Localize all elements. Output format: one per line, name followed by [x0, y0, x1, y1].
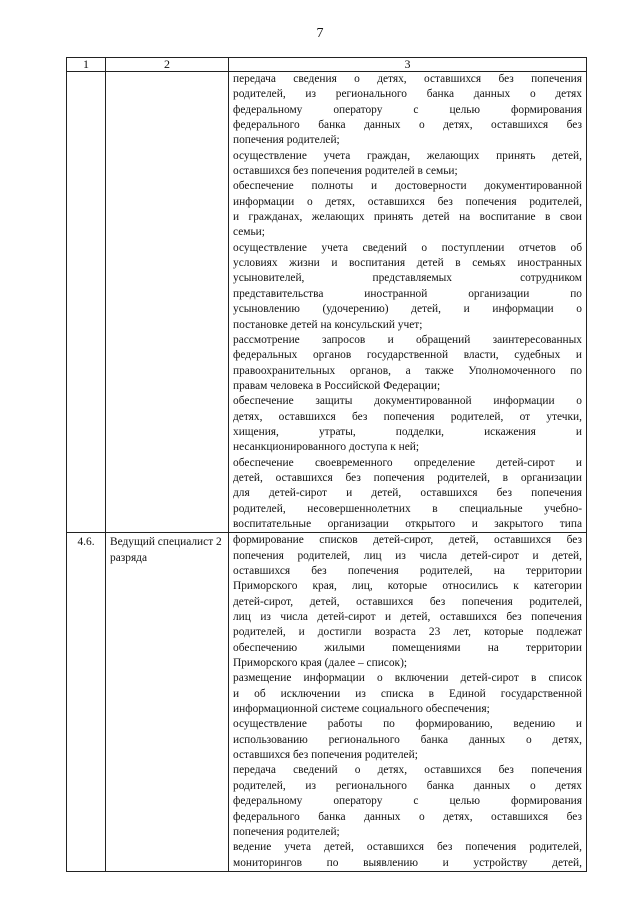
duty-line: для детей-сирот и детей, оставшихся без попечения: [233, 487, 582, 500]
header-col-3: 3: [229, 58, 587, 72]
duty-line: федеральных органов государственной власти, судебных и: [233, 349, 582, 362]
header-col-2: 2: [106, 58, 229, 72]
duty-line: передача сведения о детях, оставшихся без попечения: [233, 73, 582, 85]
duty-line: информации о детях, оставшихся без попечения родителей,: [233, 195, 582, 208]
duties-cell: [229, 533, 587, 872]
duty-line: оставшихся без попечения родителей в семьи;: [233, 165, 458, 178]
duty-line: детях, оставшихся без попечения родителей, от утечки,: [233, 410, 582, 423]
duty-line: размещение информации о включении детей-сирот в список: [233, 672, 582, 685]
duty-line: мониторингов по выявлению и устройству детей,: [233, 856, 582, 869]
duty-line: ведение учета детей, оставшихся без попечения родителей,: [233, 841, 582, 854]
duty-line: и гражданах, желающих принять детей на воспитание в свои: [233, 211, 582, 224]
duty-line: информационной системе социального обеспечения;: [233, 703, 490, 716]
duty-line: федерального банка данных о детях, оставшихся без: [233, 810, 582, 823]
duty-line: осуществление учета граждан, желающих принять детей,: [233, 149, 582, 162]
duty-line: воспитательные организации открытого и закрытого типа: [233, 517, 582, 530]
position-title: [106, 72, 229, 533]
duties-table: [66, 57, 587, 872]
duty-line: детей, оставшихся без попечения родителей, в организации: [233, 471, 582, 484]
duty-line: передача сведений о детях, оставшихся без попечения: [233, 764, 582, 777]
duty-line: семьи;: [233, 226, 265, 239]
duty-line: условиях жизни и воспитания детей в семьях иностранных: [233, 257, 582, 270]
duty-line: несанкционированного доступа к ней;: [233, 441, 420, 454]
page-number: 7: [316, 26, 324, 41]
duty-line: использованию регионального банка данных о детях,: [233, 733, 582, 746]
duty-line: формирование списков детей-сирот, детей, оставшихся без: [233, 534, 582, 547]
duty-line: рассмотрение запросов и обращений заинтересованных: [233, 333, 582, 346]
table-row: [67, 72, 587, 533]
row-number: [67, 72, 106, 533]
duty-line: родителей, из регионального банка данных о детях: [233, 88, 582, 101]
duty-line: усыновителей, представляемых сотрудником: [233, 272, 582, 285]
duty-line: правам человека в Российской Федерации;: [233, 379, 441, 392]
duty-line: федеральному оператору с целью формирования: [233, 795, 582, 808]
table-header-row: [67, 58, 587, 72]
duty-line: родителей, из регионального банка данных о детях: [233, 779, 582, 792]
duty-line: осуществление учета сведений о поступлении отчетов об: [233, 241, 582, 254]
row-number: 4.6.: [67, 533, 106, 872]
duty-line: обеспечение своевременного определение детей-сирот и: [233, 456, 582, 469]
duty-line: федерального банка данных о детях, оставшихся без: [233, 119, 582, 132]
header-col-1: 1: [67, 58, 106, 72]
duty-line: детей-сирот, детей, оставшихся без попечения родителей,: [233, 595, 582, 608]
duty-line: правоохранительных органов, а также Уполномоченного по: [233, 364, 582, 377]
duty-line: оставшихся без попечения родителей, на территории: [233, 565, 582, 577]
duty-line: попечения родителей;: [233, 134, 340, 147]
duty-line: обеспечение защиты документированной информации о: [233, 395, 582, 408]
duty-line: лиц из числа детей-сирот и детей, оставшихся без попечения: [233, 611, 582, 624]
duty-line: усыновлению (удочерению) детей, и информации о: [233, 303, 582, 316]
duty-line: и об исключении из списка в Единой государственной: [233, 687, 582, 700]
duty-line: попечения родителей, лиц из числа детей-сирот и детей,: [233, 549, 582, 562]
table-row: [67, 533, 587, 872]
duty-line: оставшихся без попечения родителей;: [233, 749, 418, 762]
duty-line: обеспечение полноты и достоверности документированной: [233, 180, 582, 193]
duty-line: Приморского края, лиц, которые относились к категории: [233, 580, 582, 593]
duties-cell: [229, 72, 587, 533]
duty-line: федеральному оператору с целью формирования: [233, 103, 582, 116]
duty-line: постановке детей на консульский учет;: [233, 318, 423, 331]
duty-line: обеспечению жилыми помещениями на территории: [233, 641, 582, 654]
duty-line: Приморского края (далее – список);: [233, 657, 408, 670]
position-title: Ведущий специалист 2 разряда: [106, 533, 229, 872]
duty-line: осуществление работы по формированию, ведению и: [233, 718, 582, 731]
duty-line: родителей, и достигли возраста 23 лет, которые подлежат: [233, 626, 582, 639]
duty-line: родителей, несовершеннолетних в специальные учебно-: [233, 502, 582, 515]
duty-line: представительства иностранной организации по: [233, 287, 582, 300]
duty-line: попечения родителей;: [233, 825, 340, 838]
duty-line: хищения, утраты, подделки, искажения и: [233, 425, 582, 438]
